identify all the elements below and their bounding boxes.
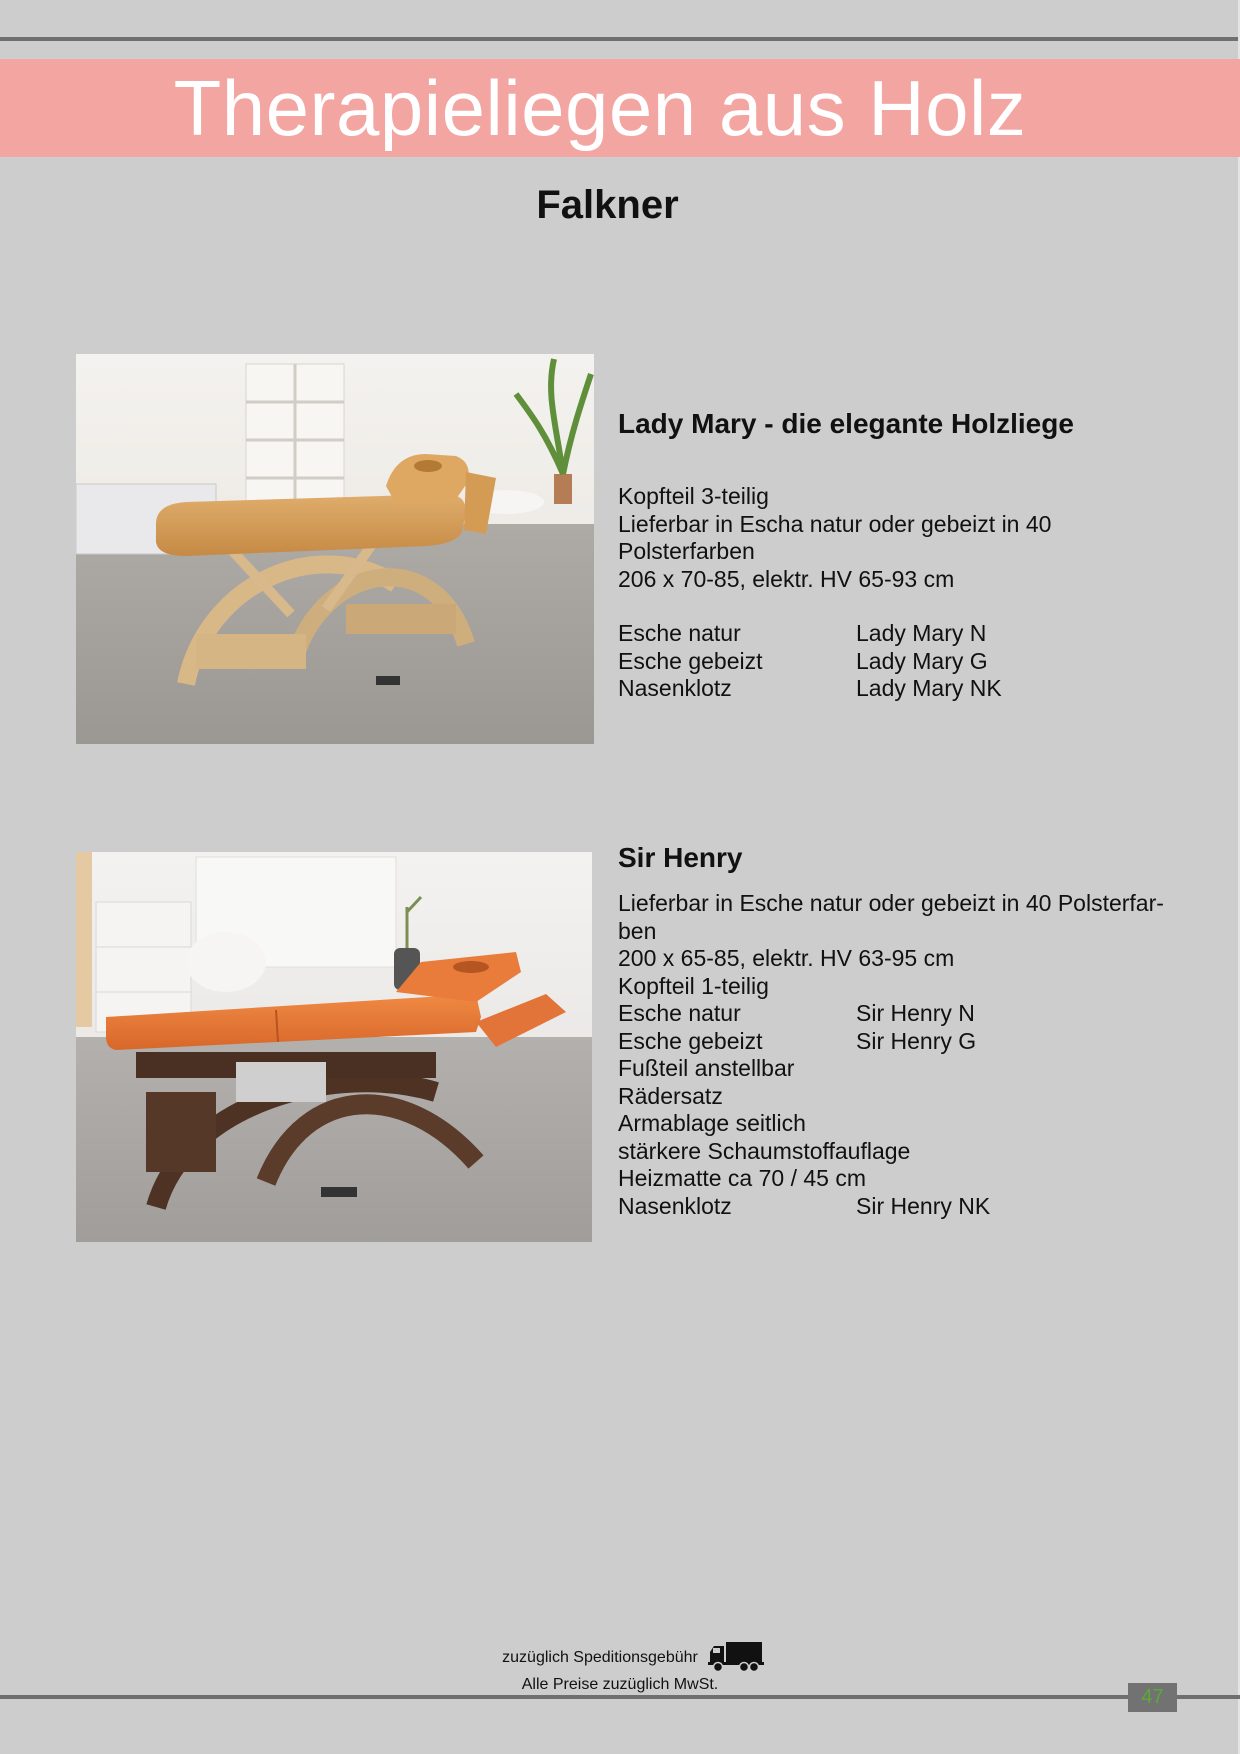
shipping-note <box>0 1649 1240 1667</box>
spec-line: Lieferbar in Escha natur oder gebeizt in 40 <box>618 510 1052 537</box>
variant-label: Nasenklotz <box>618 675 732 701</box>
shipping-text: zuzüglich Speditionsgebühr <box>502 1649 698 1666</box>
variant-row <box>618 675 1178 703</box>
variant-row <box>618 1000 1178 1028</box>
top-rule <box>0 37 1240 41</box>
extra-option: Armablage seitlich <box>618 1110 806 1136</box>
brand-heading: Falkner <box>536 183 679 227</box>
truck-icon <box>708 1640 764 1672</box>
spec-line: Kopfteil 1-teilig <box>618 972 769 999</box>
product-title: Sir Henry <box>618 842 743 873</box>
product-title: Lady Mary - die elegante Holzliege <box>618 408 1074 439</box>
variant-label: Esche gebeizt <box>618 647 763 674</box>
variant-code: Sir Henry N <box>856 1000 975 1026</box>
spec-line: Polsterfarben <box>618 538 755 564</box>
spec-line: 206 x 70-85, elektr. HV 65-93 cm <box>618 565 955 592</box>
sir-henry-photo <box>76 852 592 1242</box>
variant-label: Esche natur <box>618 620 741 646</box>
variant-row <box>618 620 1178 648</box>
variant-label: Esche natur <box>618 1000 741 1026</box>
variant-code: Sir Henry NK <box>856 1192 991 1219</box>
sir-henry-description <box>618 842 1178 1220</box>
page-title: Therapieliegen aus Holz <box>173 64 1027 152</box>
variant-row <box>618 1028 1178 1056</box>
extra-option: Rädersatz <box>618 1082 723 1109</box>
extra-option: Heizmatte ca 70 / 45 cm <box>618 1165 866 1191</box>
spec-line: Kopfteil 3-teilig <box>618 483 769 509</box>
spec-line: Lieferbar in Esche natur oder gebeizt in 40 Polsterfar- <box>618 890 1164 916</box>
extra-option: stärkere Schaumstoffauflage <box>618 1137 911 1164</box>
lady-mary-description <box>618 408 1178 703</box>
title-banner <box>0 59 1240 157</box>
variant-row <box>618 1193 1178 1221</box>
spec-line: 200 x 65-85, elektr. HV 63-95 cm <box>618 945 955 971</box>
variant-label: Nasenklotz <box>618 1192 732 1219</box>
variant-code: Lady Mary N <box>856 620 987 646</box>
variant-row <box>618 648 1178 676</box>
variant-code: Lady Mary G <box>856 647 988 674</box>
spacer <box>618 593 1178 620</box>
variant-label: Esche gebeizt <box>618 1027 763 1054</box>
vat-note: Alle Preise zuzüglich MwSt. <box>521 1676 719 1693</box>
variant-code: Sir Henry G <box>856 1027 977 1054</box>
bottom-rule <box>0 1695 1240 1699</box>
variant-code: Lady Mary NK <box>856 675 1002 701</box>
extra-option: Fußteil anstellbar <box>618 1055 795 1081</box>
lady-mary-photo <box>76 354 594 744</box>
page-number: 47 <box>1128 1683 1177 1712</box>
spec-line: ben <box>618 917 657 944</box>
